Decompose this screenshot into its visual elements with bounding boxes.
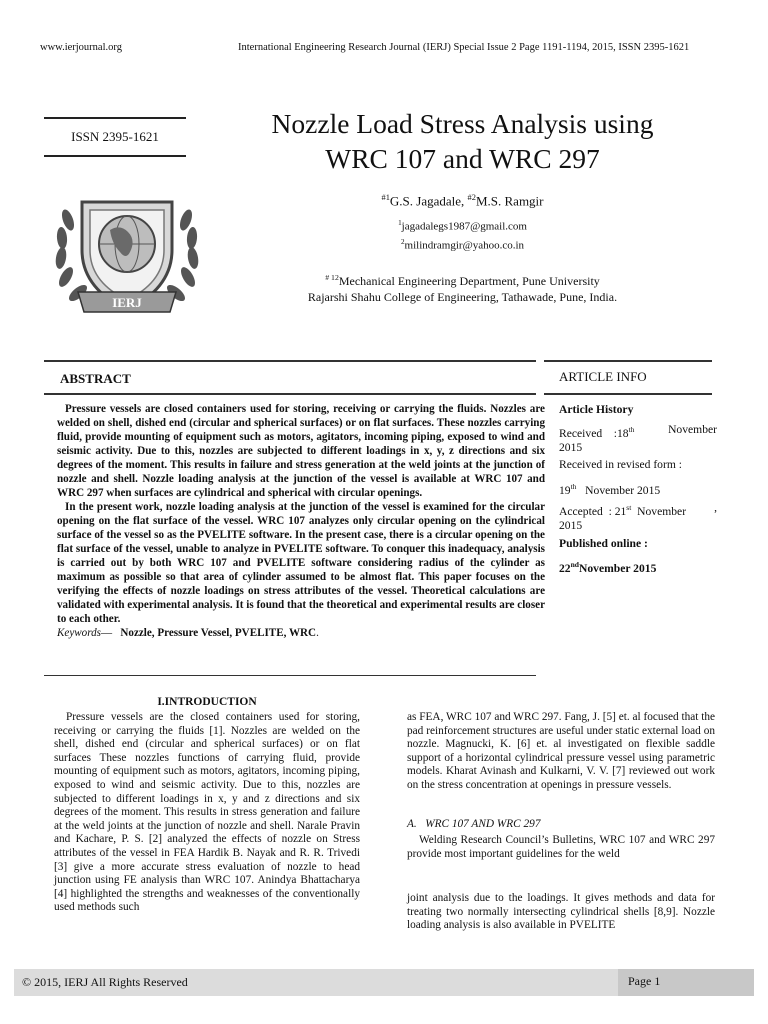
accepted-sup: st bbox=[626, 503, 632, 512]
articleinfo-top-rule bbox=[544, 360, 712, 362]
published-rest: November 2015 bbox=[578, 561, 657, 575]
published-label: Published online : bbox=[559, 537, 648, 550]
received-day: :18 bbox=[613, 426, 629, 440]
email1-sup: 1 bbox=[398, 219, 402, 227]
subsection-heading: A. WRC 107 AND WRC 297 bbox=[407, 818, 541, 830]
revised-date bbox=[559, 480, 717, 498]
published-sup: nd bbox=[570, 560, 579, 569]
author2-sup: #2 bbox=[467, 192, 476, 202]
footer-copyright: © 2015, IERJ All Rights Reserved bbox=[22, 975, 188, 989]
abstract-paragraph-1: Pressure vessels are closed containers used for storing, receiving or carrying the fluids. Nozzles are welded on shell, dished end (circular and spherical surfaces) or on flat surfaces. These nozzles carrying fluid, provide mounting of equipment such as motors, agitators, incoming piping, exposed to wind and seismic activity. Due to this, nozzles are subjected to different loadings in x, y, z directions and six degrees of the moment. This results in failure and stress generation at the weld joints at the junction of nozzle and shell. Nozzle loading analysis at the junction of the vessel is available at WRC 107 and WRC 297 when surfaces are cylindrical and spherical with circular openings. bbox=[57, 403, 545, 499]
title-line-1: Nozzle Load Stress Analysis using bbox=[271, 108, 654, 139]
keywords-label: Keywords bbox=[57, 627, 101, 639]
revised-day: 19 bbox=[559, 483, 571, 497]
received-sup: th bbox=[628, 425, 635, 434]
abstract-bottom-rule bbox=[44, 393, 536, 395]
paper-title bbox=[215, 106, 710, 176]
abstract-body bbox=[57, 402, 545, 640]
ierj-emblem-icon bbox=[48, 180, 206, 330]
article-history-label: Article History bbox=[559, 403, 634, 416]
title-line-2: WRC 107 and WRC 297 bbox=[325, 143, 600, 174]
accepted-comma: , bbox=[714, 501, 717, 514]
site-url[interactable]: www.ierjournal.org bbox=[40, 42, 122, 53]
intro-right-continued: joint analysis due to the loadings. It gives methods and data for treating two normally intersecting cylindrical shells [8,9]. Nozzle loading analysis is also available in PVELITE bbox=[407, 892, 715, 932]
received-label: Received bbox=[559, 426, 603, 440]
accepted-year: 2015 bbox=[559, 519, 583, 533]
affil-line2: Rajarshi Shahu College of Engineering, Tathawade, Pune, India. bbox=[307, 289, 618, 304]
intro-left-column: Pressure vessels are the closed containers used for storing, receiving or carrying the fluids [1]. Nozzles are welded on the shell, dished end (circular and spherical surfaces) or on flat surfaces These nozzles functions of carrying fluid, provide mounting of equipment such as motors, agitators, incoming piping, exposed to wind and seismic activity. Due to this, nozzles are subjected to different loadings in x, y and z directions and six degrees of the moment. This results in stress generation and failure at the weld joints at the junction of nozzle and shell. Narale Pravin and Kachare, P. S. [2] analyzed the effects of nozzle on Stress attributes of the vessel in FEA Hardik B. Nayak and R. R. Trivedi [3] give a more accurate stress evaluation of nozzle to head junction using FE analysis than WRC 107. Anindya Bhattacharya [4] highlighted the strengths and weaknesses of the conventionally used methods such bbox=[54, 711, 360, 914]
intro-heading: I.INTRODUCTION bbox=[157, 696, 257, 708]
articleinfo-heading: ARTICLE INFO bbox=[559, 369, 647, 384]
email2-sup: 2 bbox=[400, 237, 405, 246]
issn-text: ISSN 2395-1621 bbox=[71, 129, 159, 144]
abstract-end-rule bbox=[44, 675, 536, 676]
received-year: 2015 bbox=[559, 441, 583, 455]
author1: G.S. Jagadale, bbox=[389, 193, 468, 209]
page-number-box bbox=[618, 969, 754, 996]
page-number: Page 1 bbox=[628, 974, 661, 988]
author-emails bbox=[215, 216, 710, 253]
abstract-top-rule bbox=[44, 360, 536, 362]
published-day: 22 bbox=[559, 561, 571, 575]
authors bbox=[215, 192, 710, 209]
abstract-paragraph-2: In the present work, nozzle loading analysis at the junction of the vessel is examined for the circular opening on the flat surface of the vessel. WRC 107 analyzes only circular opening on the cylindrical surface of the vessel so as the PVELITE software. In the present case, there is a circular opening on the flat surface of the vessel, unable to analyze in PVELITE software. To conquer this inadequacy, analysis is carried out by both WRC 107 and PVELITE software considering radius of the cylinder as maximum as possible so that area of cylinder assumed to be almost flat. This paper focuses on the verifying the effects of nozzle loadings on stress attributes of the vessel. Theoretical calculations are validated with experimental analysis. It is found that the theoretical and experimental results are closer to each other. bbox=[57, 501, 545, 625]
revised-rest: November 2015 bbox=[585, 483, 661, 497]
accepted bbox=[559, 501, 717, 534]
email1[interactable]: jagadalegs1987@gmail.com bbox=[401, 220, 527, 233]
journal-header: International Engineering Research Journal (IERJ) Special Issue 2 Page 1191-1194, 2015, ISSN 2395-1621 bbox=[238, 42, 690, 53]
published-date bbox=[559, 558, 717, 576]
issn-box bbox=[44, 117, 186, 157]
author1-sup: #1 bbox=[381, 192, 390, 202]
articleinfo-bottom-rule bbox=[544, 393, 712, 395]
keywords bbox=[57, 626, 545, 640]
keywords-end: . bbox=[316, 627, 319, 639]
affil-sup: # 12 bbox=[325, 273, 339, 282]
logo-text: IERJ bbox=[112, 295, 142, 310]
revised-label: Received in revised form : bbox=[559, 458, 682, 471]
intro-right-column: as FEA, WRC 107 and WRC 297. Fang, J. [5] et. al focused that the pad reinforcement structures are useful under static external load on nozzle. Magnucki, K. [6] et. al investigated on flexible saddle support of a horizontal cylindrical pressure vessel using parametric models. Kharat Avinash and Kulkarni, V. V. [7] reviewed out work on the stress concentration at openings in pressure vessels. bbox=[407, 711, 716, 791]
subsection-text: Welding Research Council’s Bulletins, WRC 107 and WRC 297 provide most important guidelines for the weld bbox=[407, 834, 715, 860]
ierj-logo bbox=[48, 180, 206, 330]
received bbox=[559, 423, 717, 456]
author2: M.S. Ramgir bbox=[475, 193, 544, 209]
email2[interactable]: milindramgir@yahoo.co.in bbox=[404, 239, 525, 252]
accepted-label: Accepted bbox=[559, 504, 603, 518]
received-month: November bbox=[668, 423, 717, 436]
affil-line1: Mechanical Engineering Department, Pune University bbox=[338, 274, 600, 288]
abstract-heading: ABSTRACT bbox=[60, 371, 131, 386]
keywords-list: Nozzle, Pressure Vessel, PVELITE, WRC bbox=[120, 627, 317, 639]
accepted-day: : 21 bbox=[608, 504, 627, 518]
revised-sup: th bbox=[570, 482, 577, 491]
affiliation bbox=[215, 270, 710, 305]
keywords-dash: — bbox=[100, 627, 113, 639]
accepted-month: November bbox=[637, 504, 687, 518]
